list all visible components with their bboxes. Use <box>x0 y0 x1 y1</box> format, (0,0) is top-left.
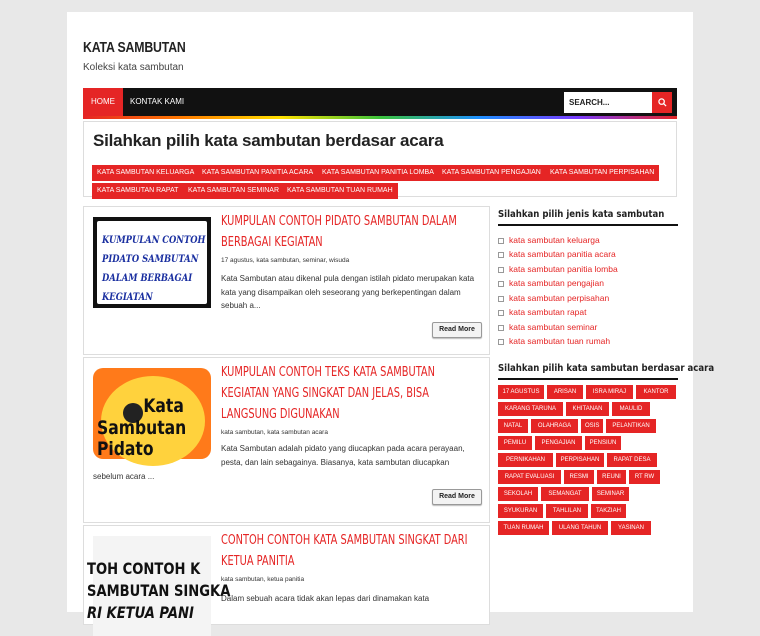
sidebar-link[interactable]: kata sambutan keluarga <box>498 235 600 245</box>
nav-home[interactable]: HOME <box>83 88 123 116</box>
site-tagline: Koleksi kata sambutan <box>83 62 184 73</box>
search-input[interactable]: SEARCH... <box>564 92 652 113</box>
post-thumbnail[interactable] <box>87 536 231 636</box>
picker-tag[interactable]: KATA SAMBUTAN SEMINAR <box>183 183 284 199</box>
checkbox-icon <box>498 267 504 273</box>
post-thumbnail[interactable] <box>93 368 211 459</box>
post-card <box>83 525 490 625</box>
sidebar-tag[interactable]: SYUKURAN <box>498 504 543 518</box>
nav-contact[interactable]: KONTAK KAMI <box>130 97 185 106</box>
site-title[interactable]: KATA SAMBUTAN <box>83 39 186 56</box>
checkbox-icon <box>498 281 504 287</box>
thumbnail-text: Pidato <box>97 438 154 460</box>
thumbnail-text: Kata <box>143 395 184 417</box>
picker-tag[interactable]: KATA SAMBUTAN PANITIA ACARA <box>197 165 318 181</box>
sidebar-tag[interactable]: REUNI <box>597 470 626 484</box>
picker-tag[interactable]: KATA SAMBUTAN PENGAJIAN <box>437 165 546 181</box>
sidebar-tag[interactable]: SEKOLAH <box>498 487 538 501</box>
picker-tag[interactable]: KATA SAMBUTAN RAPAT <box>92 183 183 199</box>
sidebar-link[interactable]: kata sambutan rapat <box>498 307 587 317</box>
sidebar-tag[interactable]: PELANTIKAN <box>606 419 656 433</box>
sidebar-tag[interactable]: 17 AGUSTUS <box>498 385 544 399</box>
search-icon <box>658 98 667 107</box>
read-more-button[interactable]: Read More <box>432 322 482 338</box>
sidebar-tag[interactable]: OLAHRAGA <box>531 419 578 433</box>
sidebar-tag[interactable]: MAULID <box>612 402 650 416</box>
sidebar-tag[interactable]: KARANG TARUNA <box>498 402 563 416</box>
post-title[interactable]: CONTOH CONTOH KATA SAMBUTAN SINGKAT DARI KETUA PANITIA <box>221 533 468 569</box>
post-title[interactable]: KUMPULAN CONTOH TEKS KATA SAMBUTAN KEGIATAN YANG SINGKAT DAN JELAS, BISA LANGSUNG DIGUNAKAN <box>221 365 435 422</box>
picker-tag[interactable]: KATA SAMBUTAN PERPISAHAN <box>545 165 659 181</box>
checkbox-icon <box>498 325 504 331</box>
sidebar-tag[interactable]: YASINAN <box>611 521 651 535</box>
sidebar-tag[interactable]: PERPISAHAN <box>556 453 604 467</box>
sidebar-link[interactable]: kata sambutan panitia lomba <box>498 264 618 274</box>
sidebar-tag[interactable]: PENGAJIAN <box>535 436 582 450</box>
post-excerpt: Dalam sebuah acara tidak akan lepas dari dinamakan kata <box>221 594 430 603</box>
sidebar-tag[interactable]: TAKZIAH <box>591 504 626 518</box>
sidebar-tag[interactable]: SEMANGAT <box>541 487 589 501</box>
checkbox-icon <box>498 238 504 244</box>
sidebar-link[interactable]: kata sambutan panitia acara <box>498 249 616 259</box>
post-title[interactable]: KUMPULAN CONTOH PIDATO SAMBUTAN DALAM BERBAGAI KEGIATAN <box>221 214 457 250</box>
read-more-button[interactable]: Read More <box>432 489 482 505</box>
sidebar-tag[interactable]: OSIS <box>581 419 603 433</box>
picker-tag[interactable]: KATA SAMBUTAN TUAN RUMAH <box>282 183 398 199</box>
post-meta[interactable]: kata sambutan, kata sambutan acara <box>221 429 328 436</box>
checkbox-icon <box>498 296 504 302</box>
category-picker <box>83 121 677 197</box>
sidebar-tag[interactable]: PENSIUN <box>585 436 621 450</box>
sidebar-tag[interactable]: NATAL <box>498 419 528 433</box>
post-meta[interactable]: 17 agustus, kata sambutan, seminar, wisuda <box>221 257 350 264</box>
sidebar-tag[interactable]: RAPAT DESA <box>607 453 657 467</box>
sidebar-tag[interactable]: TUAN RUMAH <box>498 521 549 535</box>
main-navigation <box>83 88 677 116</box>
thumbnail-text: DALAM BERBAGAI <box>102 272 193 284</box>
sidebar-tag[interactable]: RAPAT EVALUASI <box>498 470 561 484</box>
post-excerpt: Kata Sambutan atau dikenal pula dengan istilah pidato merupakan kata kata yang disampaikan oleh seseorang yang berkepentingan dalam sebuah a... <box>221 274 475 310</box>
sidebar-link[interactable]: kata sambutan tuan rumah <box>498 336 610 346</box>
sidebar-tag[interactable]: ARISAN <box>547 385 583 399</box>
thumbnail-text: TOH CONTOH K <box>87 559 201 578</box>
nav-rainbow-bar <box>83 116 677 119</box>
sidebar-tag[interactable]: PERNIKAHAN <box>498 453 553 467</box>
post-meta[interactable]: kata sambutan, ketua panitia <box>221 576 305 583</box>
search-button[interactable] <box>652 92 672 113</box>
thumbnail-text: KEGIATAN <box>102 291 153 303</box>
post-card <box>83 357 490 523</box>
sidebar-tag[interactable]: PEMILU <box>498 436 532 450</box>
sidebar-heading: Silahkan pilih jenis kata sambutan <box>498 209 678 226</box>
picker-title: Silahkan pilih kata sambutan berdasar acara <box>93 131 444 150</box>
sidebar-tag[interactable]: KHITANAN <box>566 402 609 416</box>
thumbnail-text: SAMBUTAN SINGKA <box>87 581 231 600</box>
sidebar-tag[interactable]: KANTOR <box>636 385 676 399</box>
checkbox-icon <box>498 310 504 316</box>
sidebar-link[interactable]: kata sambutan pengajian <box>498 278 604 288</box>
page-container <box>67 12 715 622</box>
checkbox-icon <box>498 252 504 258</box>
picker-tag[interactable]: KATA SAMBUTAN KELUARGA <box>92 165 199 181</box>
thumbnail-text: PIDATO SAMBUTAN <box>102 253 199 265</box>
sidebar-tag[interactable]: RESMI <box>564 470 594 484</box>
sidebar-tag[interactable]: ISRA MIRAJ <box>586 385 633 399</box>
checkbox-icon <box>498 339 504 345</box>
sidebar-heading: Silahkan pilih kata sambutan berdasar acara <box>498 363 678 380</box>
sidebar-tag[interactable]: TAHLILAN <box>546 504 588 518</box>
post-excerpt-tail: sebelum acara ... <box>93 472 155 481</box>
sidebar-link[interactable]: kata sambutan seminar <box>498 322 597 332</box>
thumbnail-text: Sambutan <box>97 417 187 439</box>
picker-tag[interactable]: KATA SAMBUTAN PANITIA LOMBA <box>317 165 439 181</box>
post-thumbnail[interactable] <box>93 217 211 308</box>
post-card <box>83 206 490 355</box>
sidebar-tag[interactable]: ULANG TAHUN <box>552 521 608 535</box>
sidebar-link[interactable]: kata sambutan perpisahan <box>498 293 609 303</box>
post-excerpt: Kata Sambutan adalah pidato yang diucapkan pada acara perayaan, pesta, dan lain sebagainya. Biasanya, kata sambutan diucapkan <box>221 444 465 467</box>
thumbnail-text: KUMPULAN CONTOH <box>102 234 206 246</box>
sidebar-tag[interactable]: RT RW <box>629 470 660 484</box>
thumbnail-text: RI KETUA PANI <box>87 603 194 622</box>
sidebar-tag[interactable]: SEMINAR <box>592 487 629 501</box>
